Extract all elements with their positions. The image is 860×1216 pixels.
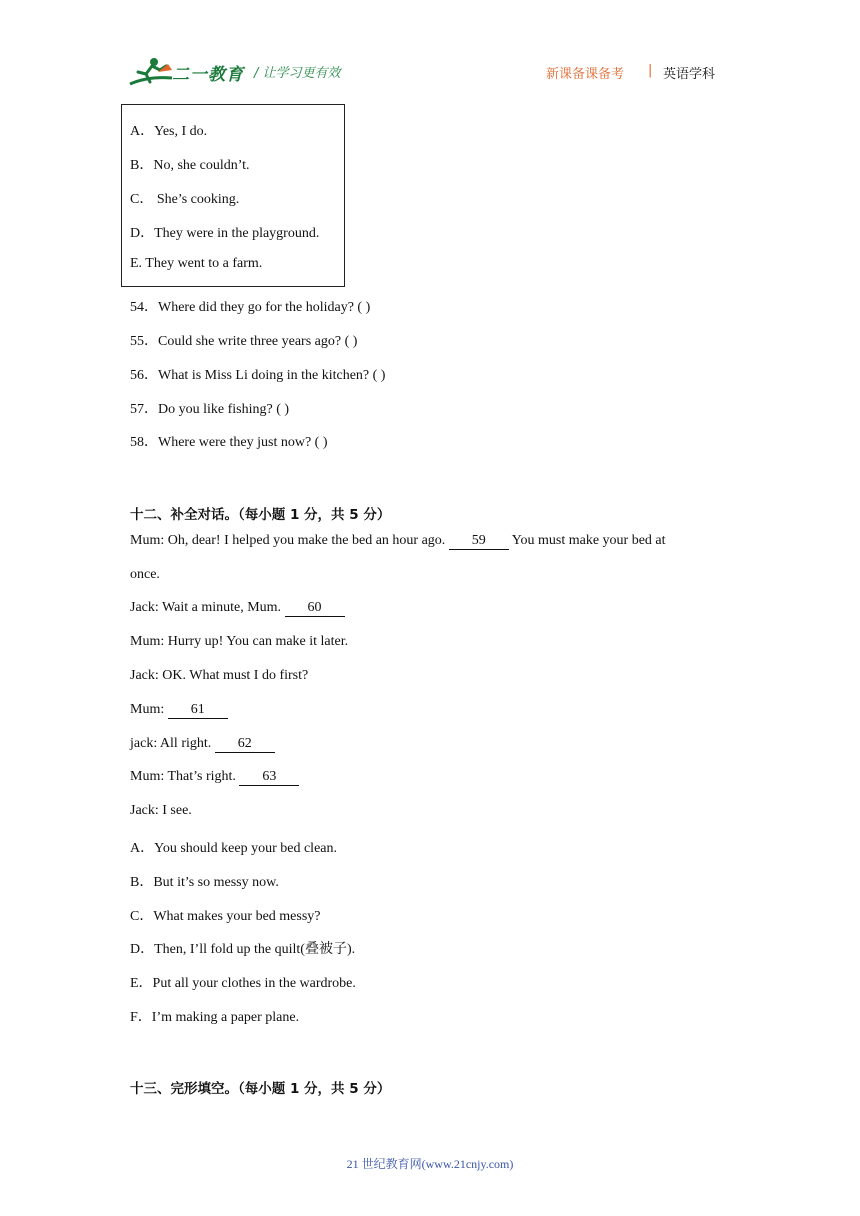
header-tagline: 新课备课备考 (546, 67, 625, 82)
dialogue-option: F．I’m making a paper plane. (130, 1010, 300, 1025)
dialogue-text: once. (130, 567, 160, 582)
dialogue-line (130, 533, 666, 550)
answer-blank[interactable]: 59 (449, 533, 509, 550)
dialogue-text: Mum: Oh, dear! I helped you make the bed an hour ago. (130, 533, 449, 548)
answer-blank[interactable]: 62 (215, 736, 275, 753)
dialogue-line (130, 769, 299, 786)
dialogue-option: A．You should keep your bed clean. (130, 841, 337, 856)
answer-blank[interactable]: 63 (239, 769, 299, 786)
question: 54．Where did they go for the holiday? ( ) (130, 300, 371, 315)
answer-blank[interactable]: 60 (285, 600, 345, 617)
header-separator: | (648, 63, 653, 78)
dialogue-text: Jack: OK. What must I do first? (130, 668, 309, 683)
dialogue-line (130, 634, 348, 650)
dialogue-line (130, 702, 228, 719)
dialogue-option: C．What makes your bed messy? (130, 909, 321, 924)
slogan: / 让学习更有效 (254, 66, 341, 81)
runner-logo-icon (128, 56, 174, 90)
box-option: C． She’s cooking. (130, 192, 240, 207)
answer-blank[interactable]: 61 (168, 702, 228, 719)
section-title: 十二、补全对话。（每小题 1 分，共 5 分） (130, 507, 391, 523)
dialogue-text: Mum: (130, 702, 168, 717)
box-option: A．Yes, I do. (130, 124, 208, 139)
dialogue-line (130, 600, 345, 617)
logo-text: 二一教育 (172, 65, 244, 85)
question: 58．Where were they just now? ( ) (130, 435, 328, 450)
dialogue-text: jack: All right. (130, 736, 215, 751)
dialogue-line (130, 736, 275, 753)
footer[interactable]: 21 世纪教育网(www.21cnjy.com) (346, 1157, 514, 1171)
dialogue-option: B．But it’s so messy now. (130, 875, 279, 890)
box-option: D．They were in the playground. (130, 226, 320, 241)
box-option: B．No, she couldn’t. (130, 158, 250, 173)
dialogue-line (130, 567, 160, 583)
question: 57．Do you like fishing? ( ) (130, 402, 290, 417)
dialogue-text: Jack: Wait a minute, Mum. (130, 600, 285, 615)
dialogue-option: E．Put all your clothes in the wardrobe. (130, 976, 356, 991)
dialogue-text: Mum: That’s right. (130, 769, 240, 784)
dialogue-text: Jack: I see. (130, 803, 192, 818)
question: 55．Could she write three years ago? ( ) (130, 334, 358, 349)
dialogue-text: Mum: Hurry up! You can make it later. (130, 634, 349, 649)
box-option: E. They went to a farm. (130, 256, 263, 271)
dialogue-text: You must make your bed at (508, 533, 666, 548)
dialogue-line (130, 668, 308, 684)
question: 56．What is Miss Li doing in the kitchen? ( ) (130, 368, 386, 383)
dialogue-line (130, 803, 192, 819)
header-subject: 英语学科 (663, 67, 716, 82)
dialogue-option: D．Then, I’ll fold up the quilt(叠被子). (130, 942, 356, 957)
section-title: 十三、完形填空。（每小题 1 分，共 5 分） (130, 1081, 391, 1097)
